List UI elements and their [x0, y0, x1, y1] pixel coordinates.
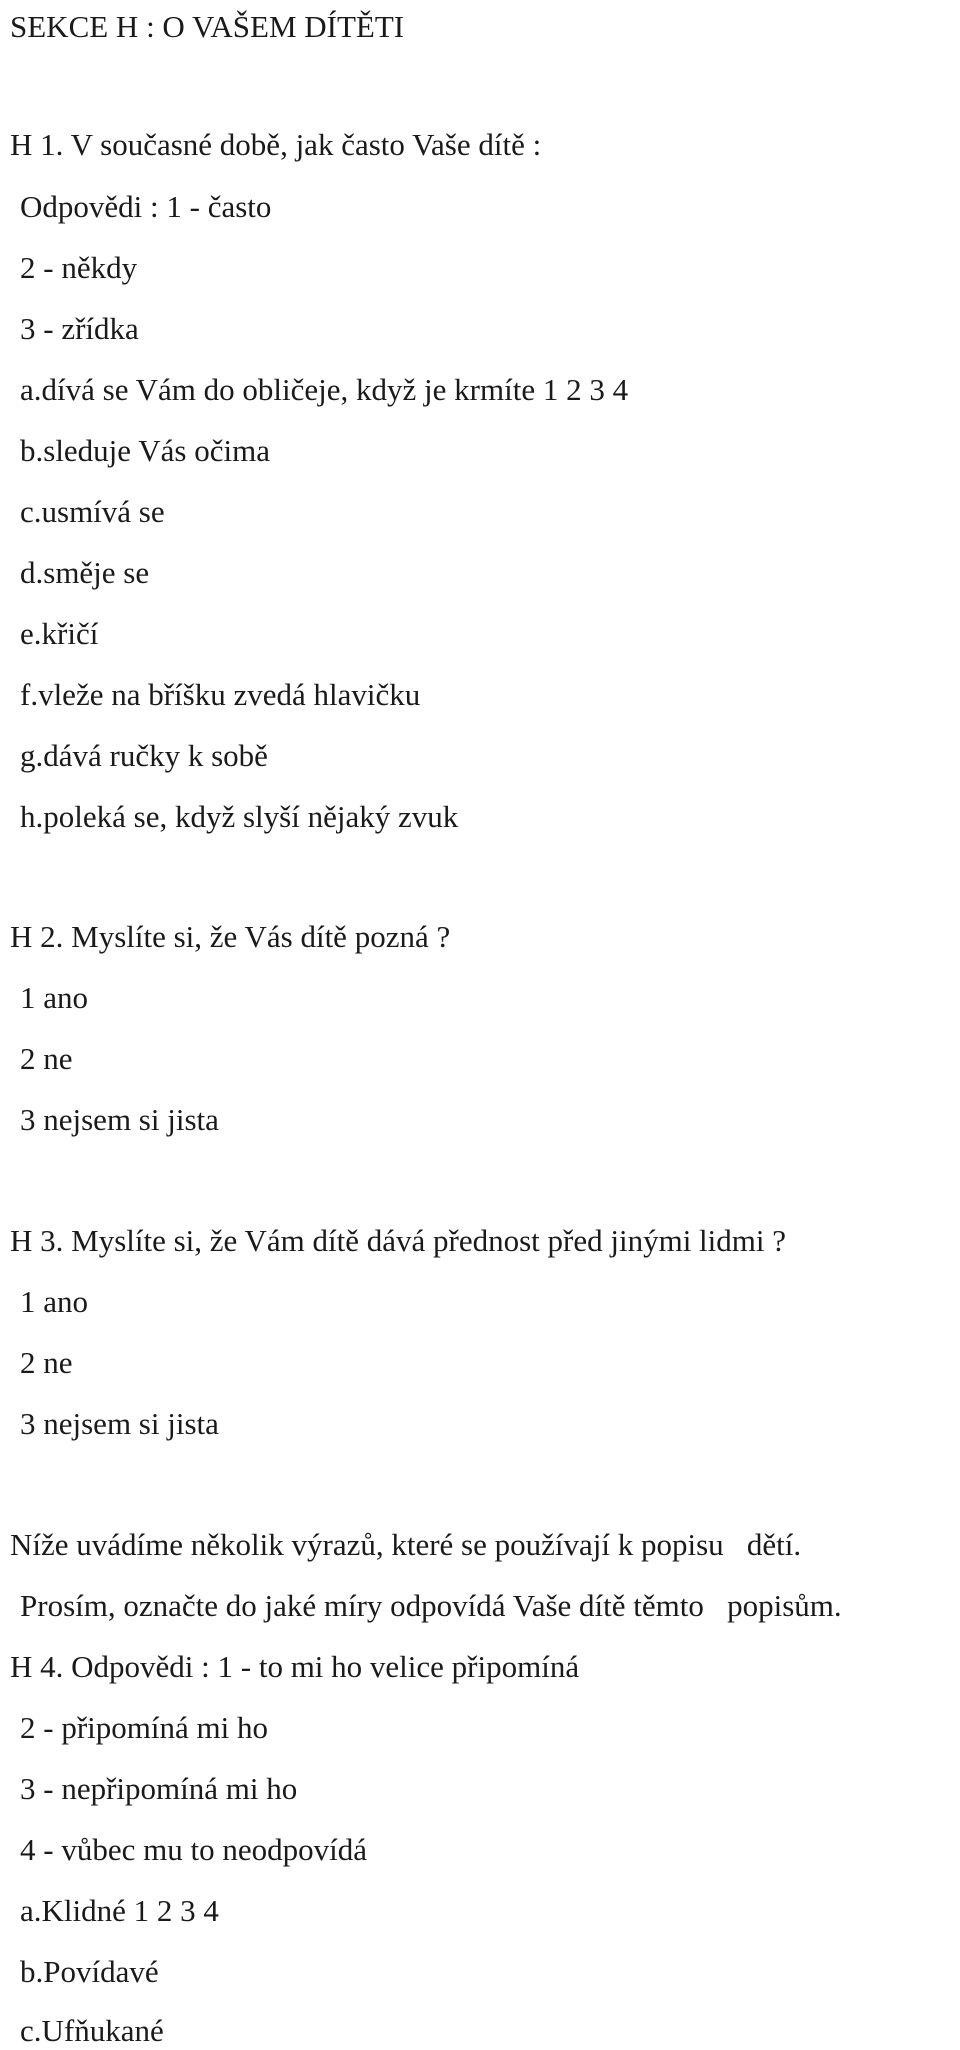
section-title: SEKCE H : O VAŠEM DÍTĚTI	[10, 9, 405, 44]
h3-option-1: 1 ano	[20, 1284, 89, 1319]
h2-option-1: 1 ano	[20, 980, 89, 1015]
h1-item-a: a.dívá se Vám do obličeje, když je krmíte 1 2 3 4	[20, 372, 629, 407]
h4-answer-4: 4 - vůbec mu to neodpovídá	[20, 1832, 367, 1867]
h4-answer-3: 3 - nepřipomíná mi ho	[20, 1771, 298, 1806]
h1-item-f: f.vleže na bříšku zvedá hlavičku	[20, 677, 421, 712]
h4-item-a: a.Klidné 1 2 3 4	[20, 1893, 219, 1928]
h1-item-h: h.poleká se, když slyší nějaký zvuk	[20, 799, 459, 834]
h1-answers-intro: Odpovědi : 1 - často	[20, 189, 272, 224]
h1-answer-3: 3 - zřídka	[20, 311, 139, 346]
h4-item-c: c.Ufňukané	[20, 2013, 164, 2048]
h3-option-2: 2 ne	[20, 1345, 73, 1380]
question-h2: H 2. Myslíte si, že Vás dítě pozná ?	[10, 919, 451, 954]
h1-item-c: c.usmívá se	[20, 494, 165, 529]
h1-answer-2: 2 - někdy	[20, 250, 138, 285]
h1-item-e: e.křičí	[20, 616, 99, 651]
intro-line-2: Prosím, označte do jaké míry odpovídá Vaše dítě těmto popisům.	[20, 1588, 842, 1623]
h2-option-3: 3 nejsem si jista	[20, 1102, 219, 1137]
h4-item-b: b.Povídavé	[20, 1954, 159, 1989]
h1-item-d: d.směje se	[20, 555, 150, 590]
question-h1: H 1. V současné době, jak často Vaše dítě :	[10, 127, 542, 162]
h2-option-2: 2 ne	[20, 1041, 73, 1076]
h1-item-b: b.sleduje Vás očima	[20, 433, 270, 468]
h4-answer-2: 2 - připomíná mi ho	[20, 1710, 268, 1745]
h1-item-g: g.dává ručky k sobě	[20, 738, 268, 773]
intro-line-1: Níže uvádíme několik výrazů, které se používají k popisu dětí.	[10, 1527, 802, 1562]
h3-option-3: 3 nejsem si jista	[20, 1406, 219, 1441]
question-h3: H 3. Myslíte si, že Vám dítě dává přednost před jinými lidmi ?	[10, 1223, 787, 1258]
question-h4: H 4. Odpovědi : 1 - to mi ho velice připomíná	[10, 1649, 580, 1684]
